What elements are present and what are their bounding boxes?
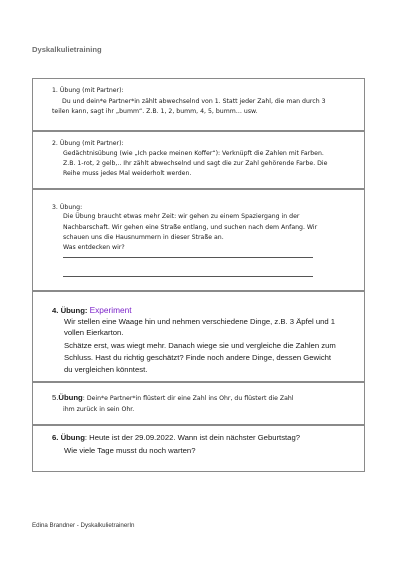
exercise-6-title-row bbox=[52, 432, 300, 444]
exercise-1-line-2: teilen kann, sagt ihr „bumm“. Z.B. 1, 2, bumm, 4, 5, bumm… usw. bbox=[52, 108, 258, 115]
exercise-4-line-2: vollen Eierkarton. bbox=[64, 328, 124, 337]
exercise-3-line-1: Die Übung braucht etwas mehr Zeit: wir gehen zu einem Spaziergang in der bbox=[63, 213, 300, 220]
exercise-4-number: 4. bbox=[52, 306, 59, 315]
exercise-2-title: 2. Übung (mit Partner): bbox=[52, 140, 124, 147]
answer-line-1 bbox=[63, 257, 313, 258]
exercise-3-line-3: schauen uns die Hausnummern in dieser Straße an. bbox=[63, 234, 224, 241]
exercise-5-title: Übung bbox=[58, 393, 83, 402]
document-footer: Edina Brandner - DyskalkulietrainerIn bbox=[32, 522, 135, 529]
exercise-3-title: 3. Übung: bbox=[52, 204, 83, 211]
answer-line-2 bbox=[63, 276, 313, 277]
exercise-1-line-1: Du und dein*e Partner*in zählt abwechselnd von 1. Statt jeder Zahl, die man durch 3 bbox=[62, 98, 326, 105]
exercise-6-title: Übung bbox=[60, 433, 85, 442]
exercise-6-line-1: : Heute ist der 29.09.2022. Wann ist dein nächster Geburtstag? bbox=[84, 433, 300, 442]
exercise-2-line-3: Reihe muss jedes Mal weiderholt werden. bbox=[63, 170, 192, 177]
exercise-5-line-2: ihm zurück in sein Ohr. bbox=[63, 406, 135, 413]
exercise-3-line-2: Nachbarschaft. Wir gehen eine Straße entlang, und suchen nach dem Anfang. Wir bbox=[63, 224, 318, 231]
experiment-label: Experiment bbox=[89, 305, 132, 315]
exercise-4-title: Übung: bbox=[60, 306, 88, 315]
exercise-2-line-1: Gedächtnisübung (wie „Ich packe meinen Koffer“): Verknüpft die Zahlen mit Farben. bbox=[63, 150, 324, 157]
exercise-3-box bbox=[32, 189, 365, 291]
exercise-5-line-1: : Dein*e Partner*in flüstert dir eine Zahl ins Ohr, du flüstert die Zahl bbox=[82, 395, 294, 402]
exercise-2-box bbox=[32, 131, 365, 189]
exercise-4-line-4: Schluss. Hast du richtig geschätzt? Finde noch andere Dinge, dessen Gewicht bbox=[64, 353, 332, 362]
exercise-3-line-4: Was entdecken wir? bbox=[63, 244, 125, 251]
exercise-6-box bbox=[32, 425, 365, 472]
exercise-4-box bbox=[32, 291, 365, 382]
exercise-2-line-2: Z.B. 1-rot, 2 gelb,.. Ihr zählt abwechselnd und sagt die zur Zahl gehörende Farbe. Die bbox=[63, 160, 328, 167]
exercise-1-box bbox=[32, 78, 365, 131]
exercise-4-title-row bbox=[52, 305, 132, 317]
exercise-5-box bbox=[32, 382, 365, 425]
exercise-1-title: 1. Übung (mit Partner): bbox=[52, 87, 124, 94]
exercise-5-title-row bbox=[52, 393, 294, 404]
exercise-6-number: 6. bbox=[52, 433, 59, 442]
exercise-5-number: 5. bbox=[52, 393, 59, 402]
exercise-4-line-1: Wir stellen eine Waage hin und nehmen verschiedene Dinge, z.B. 3 Äpfel und 1 bbox=[64, 317, 336, 326]
exercise-4-line-3: Schätze erst, was wiegt mehr. Danach wiege sie und vergleiche die Zahlen zum bbox=[64, 341, 336, 350]
exercise-6-line-2: Wie viele Tage musst du noch warten? bbox=[64, 446, 196, 455]
exercise-4-line-5: du vergleichen könntest. bbox=[64, 365, 148, 374]
document-header: Dyskalkulietraining bbox=[32, 45, 102, 54]
